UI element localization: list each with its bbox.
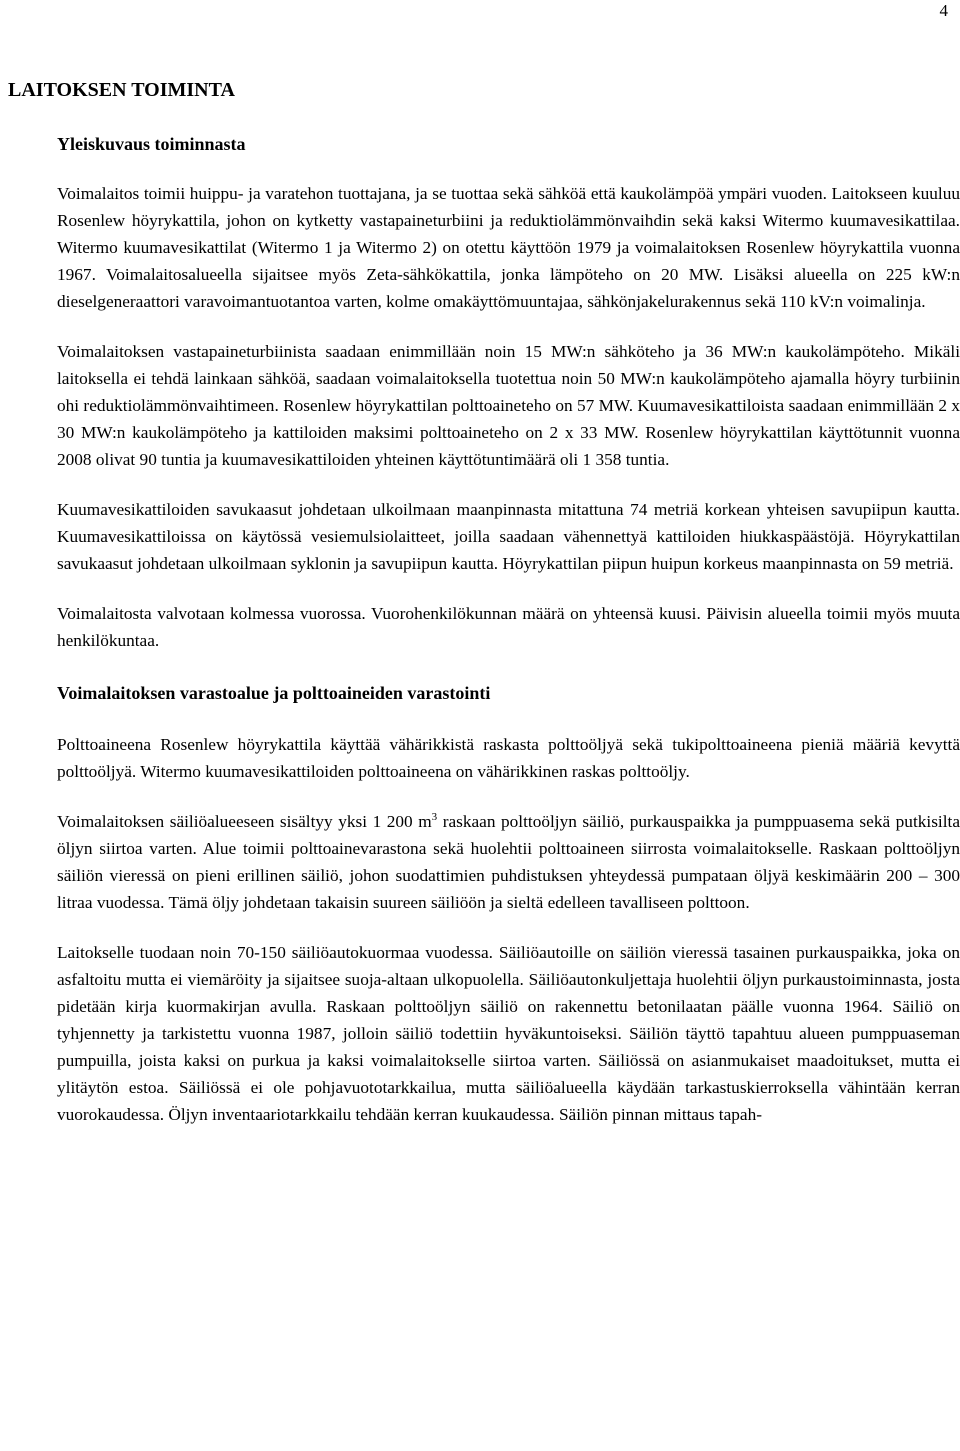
storage-paragraph-1: Polttoaineena Rosenlew höyrykattila käyttää vähärikkistä raskasta polttoöljyä sekä tukipolttoaineena pieniä määriä kevyttä polttoöljyä. Witermo kuumavesikattiloiden polttoaineena on vähärikkinen raskas polttoöljy. [57, 735, 960, 781]
storage-heading: Voimalaitoksen varastoalue ja polttoaineiden varastointi [57, 683, 491, 703]
storage-paragraph-2-end: raskaan polttoöljyn säiliö, purkauspaikka ja pumppuasema sekä putkisilta öljyn siirtoa varten. Alue toimii polttoainevarastona sekä huolehtii polttoaineen siirrosta voimalaitokselle. Raskaan polttoöljyn säiliön vieressä on pieni erillinen säiliö, johon suodattimien puhdistuksen yhteydessä pumpataan öljyä keskimäärin 200 – 300 litraa vuodessa. Tämä öljy johdetaan takaisin suureen säiliöön ja sieltä edelleen tavalliseen polttoon. [57, 812, 960, 912]
overview-heading: Yleiskuvaus toiminnasta [57, 134, 246, 154]
overview-paragraph-1: Voimalaitos toimii huippu- ja varatehon tuottajana, ja se tuottaa sekä sähköä että kaukolämpöä ympäri vuoden. Laitokseen kuuluu Rosenlew höyrykattila, johon on kytketty vastapaineturbiini ja reduktiolämmönvaihdin sekä kaksi Witermo kuumavesikattilaa. Witermo kuumavesikattilat (Witermo 1 ja Witermo 2) on otettu käyttöön 1979 ja voimalaitoksen Rosenlew höyrykattila vuonna 1967. Voimalaitosalueella sijaitsee myös Zeta-sähkökattila, jonka lämpöteho on 20 MW. Lisäksi alueella on 225 kW:n dieselgeneraattori varavoimantuotantoa varten, kolme omakäyttömuuntajaa, sähkönjakelurakennus sekä 110 kV:n voimalinja. [57, 184, 960, 311]
cubic-superscript: 3 [431, 811, 438, 823]
storage-paragraph-2-start: Voimalaitoksen säiliöalueeseen sisältyy yksi 1 200 m [57, 812, 432, 831]
overview-paragraph-3: Kuumavesikattiloiden savukaasut johdetaan ulkoilmaan maanpinnasta mitattuna 74 metriä korkean yhteisen savupiipun kautta. Kuumavesikattiloissa on käytössä vesiemulsiolaitteet, joilla saadaan vähennettyä kattiloiden hiukkaspäästöjä. Höyrykattilan savukaasut johdetaan ulkoilmaan syklonin ja savupiipun kautta. Höyrykattilan piipun huipun korkeus maanpinnasta on 59 metriä. [57, 500, 960, 573]
storage-paragraph-3: Laitokselle tuodaan noin 70-150 säiliöautokuormaa vuodessa. Säiliöautoille on säiliön vieressä tasainen purkauspaikka, joka on asfaltoitu mutta ei viemäröity ja sijaitsee suoja-altaan ulkopuolella. Säiliöautonkuljettaja huolehtii öljyn purkaustoiminnasta, josta pidetään kirja kuormakirjan avulla. Raskaan polttoöljyn säiliö on rakennettu betonilaatan päälle vuonna 1964. Säiliö on tyhjennetty ja tarkistettu vuonna 1987, jolloin säiliö todettiin hyväkuntoiseksi. Säiliön täyttö tapahtuu alueen pumppuaseman pumpuilla, joista kaksi on purkua ja kaksi voimalaitokselle siirtoa varten. Säiliössä on asianmukaiset maadoitukset, mutta ei ylitäytön estoa. Säiliössä ei ole pohjavuototarkkailua, mutta säiliöalueella käydään tarkastuskierroksella vähintään kerran vuorokaudessa. Öljyn inventaariotarkkailu tehdään kerran kuukaudessa. Säiliön pinnan mittaus tapah- [57, 943, 960, 1124]
overview-paragraph-2: Voimalaitoksen vastapaineturbiinista saadaan enimmillään noin 15 MW:n sähköteho ja 36 MW:n kaukolämpöteho. Mikäli laitoksella ei tehdä lainkaan sähköä, saadaan voimalaitoksella tuotettua noin 50 MW:n kaukolämpöteho ajamalla höyry turbiinin ohi reduktiolämmönvaihtimeen. Rosenlew höyrykattilan polttoaineteho on 57 MW. Kuumavesikattiloista saadaan enimmillään 2 x 30 MW:n kaukolämpöteho ja kattiloiden maksimi polttoaineteho on 2 x 33 MW. Rosenlew höyrykattilan käyttötunnit vuonna 2008 olivat 90 tuntia ja kuumavesikattiloiden yhteinen käyttötuntimäärä oli 1 358 tuntia. [57, 342, 960, 469]
page-number: 4 [939, 1, 948, 20]
storage-paragraph-2 [57, 808, 960, 916]
section-title: LAITOKSEN TOIMINTA [8, 79, 235, 101]
document-body [57, 132, 960, 1151]
overview-paragraph-4: Voimalaitosta valvotaan kolmessa vuorossa. Vuorohenkilökunnan määrä on yhteensä kuusi. Päivisin alueella toimii myös muuta henkilökuntaa. [57, 604, 960, 650]
